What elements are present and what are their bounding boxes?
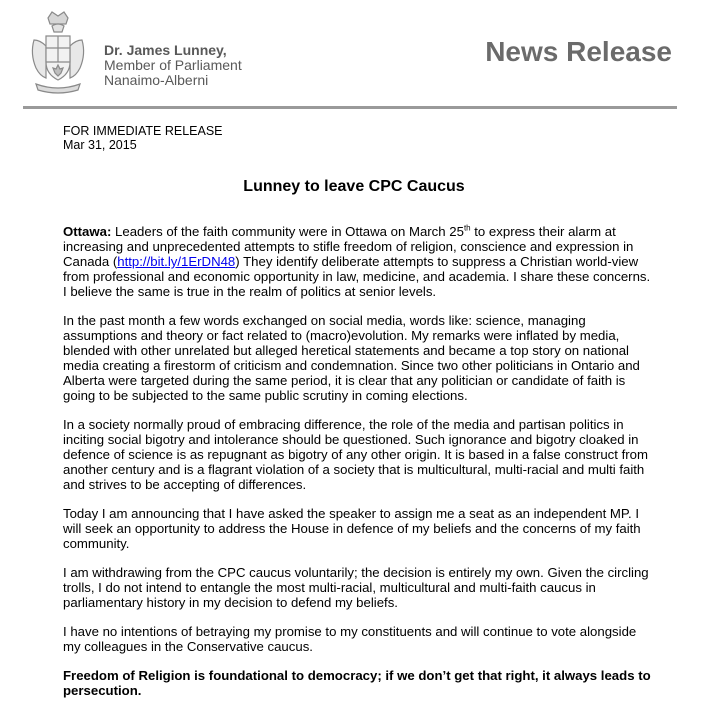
paragraph-1-text-a: Leaders of the faith community were in Ottawa on March 25 — [111, 224, 464, 239]
mp-riding: Nanaimo-Alberni — [104, 72, 209, 88]
news-release-title: News Release — [485, 36, 672, 67]
release-meta — [63, 124, 223, 152]
source-link[interactable]: http://bit.ly/1ErDN48 — [117, 254, 236, 269]
headline: Lunney to leave CPC Caucus — [243, 178, 465, 195]
release-body — [63, 224, 653, 712]
paragraph-1 — [63, 224, 653, 299]
paragraph-3: In a society normally proud of embracing difference, the role of the media and partisan politics in inciting social bigotry and intolerance should be questioned. Such ignorance and bigotry cloaked in defence of science is as repugnant as bigotry of any other origin. It is based in a false construct from another century and is a flagrant violation of a society that is multicultural, multi-racial and multi faith and strives to be accepting of differences. — [63, 417, 648, 492]
paragraph-2: In the past month a few words exchanged on social media, words like: science, managing assumptions and theory or fact related to (macro)evolution. My remarks were inflated by media, blended with other unrelated but alleged heretical statements and became a top story on national media creating a firestorm of criticism and condemnation. Since two other politicians in Ontario and Alberta were targeted during the same period, it is clear that any politician or candidate of faith is going to be subjected to the same public scrutiny in coming elections. — [63, 313, 640, 403]
closing-statement: Freedom of Religion is foundational to democracy; if we don’t get that right, it always leads to persecution. — [63, 668, 651, 698]
paragraph-4: Today I am announcing that I have asked the speaker to assign me a seat as an independent MP. I will seek an opportunity to address the House in defence of my beliefs and the concerns of my faith community. — [63, 506, 641, 551]
mp-role: Member of Parliament — [104, 57, 242, 73]
mp-name: Dr. James Lunney, — [104, 42, 227, 58]
header-divider — [23, 106, 677, 109]
paragraph-1-text-c: ) They identify deliberate attempts to suppress a Christian world-view from professional and economic opportunity in law, medicine, and academia. I share these concerns. I believe the same is true in the realm of politics at senior levels. — [63, 254, 651, 299]
paragraph-5: I am withdrawing from the CPC caucus voluntarily; the decision is entirely my own. Given the circling trolls, I do not intend to entangle the most multi-racial, multicultural and multi-faith caucus in parliamentary history in my decision to defend my beliefs. — [63, 565, 649, 610]
paragraph-1-text-b: to express their alarm at increasing and unprecedented attempts to stifle freedom of religion, conscience and expression in Canada ( — [63, 224, 634, 269]
dateline: Ottawa: — [63, 224, 112, 239]
release-label: FOR IMMEDIATE RELEASE — [63, 124, 223, 138]
paragraph-6: I have no intentions of betraying my promise to my constituents and will continue to vote alongside my colleagues in the Conservative caucus. — [63, 624, 637, 654]
canada-coat-of-arms-icon — [26, 10, 90, 96]
release-date: Mar 31, 2015 — [63, 138, 137, 152]
mp-identity — [104, 43, 242, 88]
ordinal-suffix: th — [463, 223, 471, 233]
